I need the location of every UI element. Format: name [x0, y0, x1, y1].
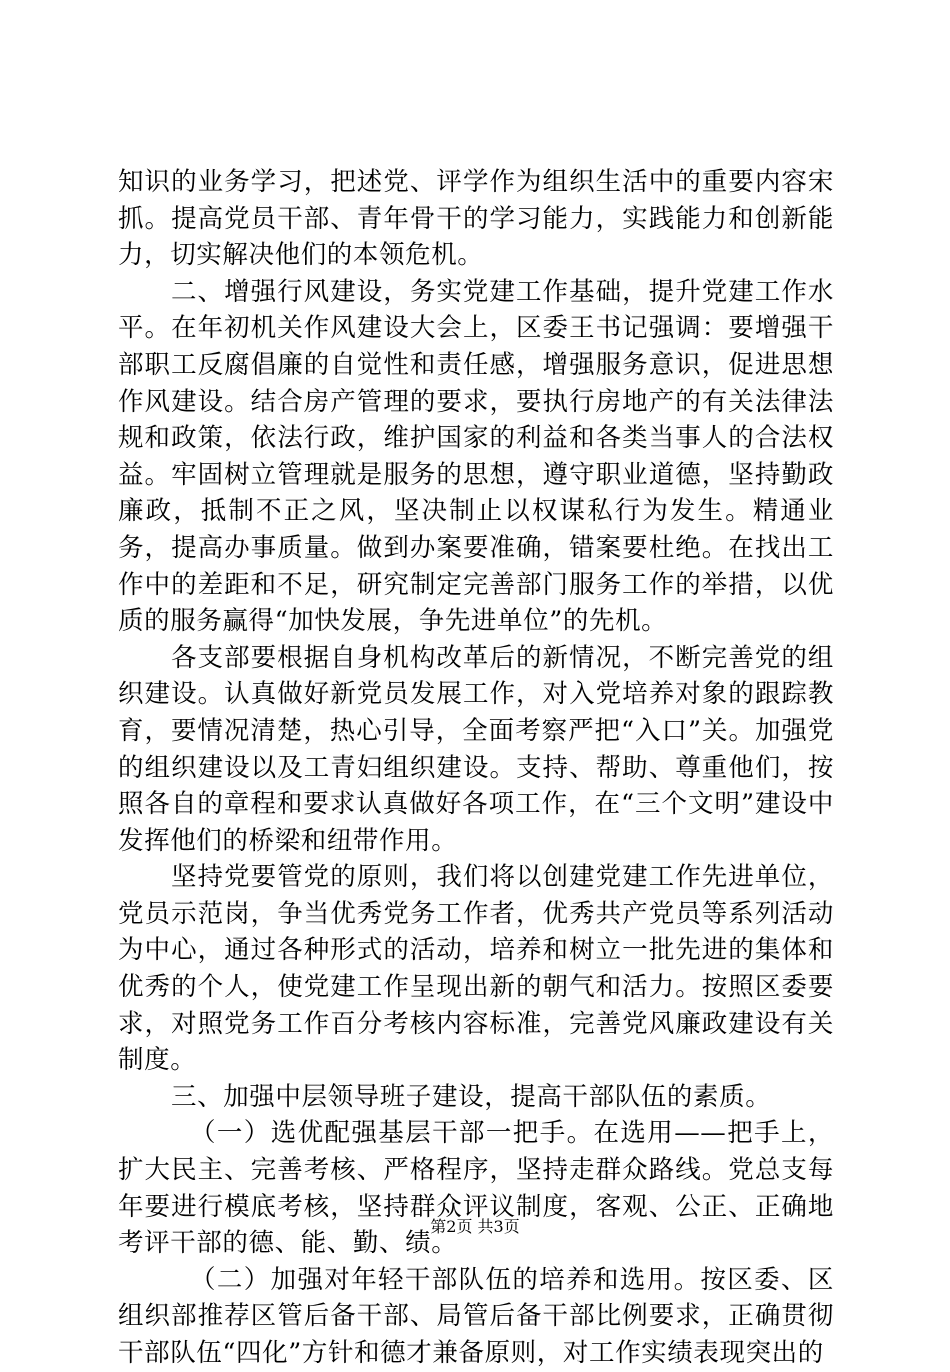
- paragraph-item-two: （二）加强对年轻干部队伍的培养和选用。按区委、区组织部推荐区管后备干部、局管后备干部比例要求，正确贯彻干部队伍“四化”方针和德才兼备原则，对工作实绩表现突出的: [118, 1264, 834, 1368]
- paragraph-party-principle: 坚持党要管党的原则，我们将以创建党建工作先进单位，党员示范岗，争当优秀党务工作者，优秀共产党员等系列活动为中心，通过各种形式的活动，培养和树立一批先进的集体和优秀的个人，使党建工作呈现出新的朝气和活力。按照区委要求，对照党务工作百分考核内容标准，完善党风廉政建设有关制度。: [118, 862, 834, 1076]
- paragraph-section-three: 三、加强中层领导班子建设，提高干部队伍的素质。: [171, 1081, 772, 1112]
- document-body: [118, 164, 834, 1372]
- paragraph-item-one: （一）选优配强基层干部一把手。在选用——把手上，扩大民主、完善考核、严格程序，坚持走群众路线。党总支每年要进行模底考核，坚持群众评议制度，客观、公正、正确地考评干部的德、能、勤、绩。: [118, 1118, 834, 1259]
- paragraph-branch-organization: 各支部要根据自身机构改革后的新情况，不断完善党的组织建设。认真做好新党员发展工作，对入党培养对象的跟踪教育，要情况清楚，热心引导，全面考察严把“入口”关。加强党的组织建设以及工青妇组织建设。支持、帮助、尊重他们，按照各自的章程和要求认真做好各项工作，在“三个文明”建设中发挥他们的桥梁和纽带作用。: [118, 642, 834, 856]
- paragraph-continuation: 知识的业务学习，把述党、评学作为组织生活中的重要内容宋抓。提高党员干部、青年骨干的学习能力，实践能力和创新能力，切实解决他们的本领危机。: [118, 167, 834, 271]
- page-number-footer: 第2页 共3页: [430, 1217, 520, 1236]
- paragraph-section-two: 二、增强行风建设，务实党建工作基础，提升党建工作水平。在年初机关作风建设大会上，区委王书记强调：要增强干部职工反腐倡廉的自觉性和责任感，增强服务意识，促进思想作风建设。结合房产管理的要求，要执行房地产的有关法律法规和政策，依法行政，维护国家的利益和各类当事人的合法权益。牢固树立管理就是服务的思想，遵守职业道德，坚持勤政廉政，抵制不正之风，坚决制止以权谋私行为发生。精通业务，提高办事质量。做到办案要准确，错案要杜绝。在找出工作中的差距和不足，研究制定完善部门服务工作的举措，以优质的服务赢得“加快发展，争先进单位”的先机。: [118, 276, 834, 637]
